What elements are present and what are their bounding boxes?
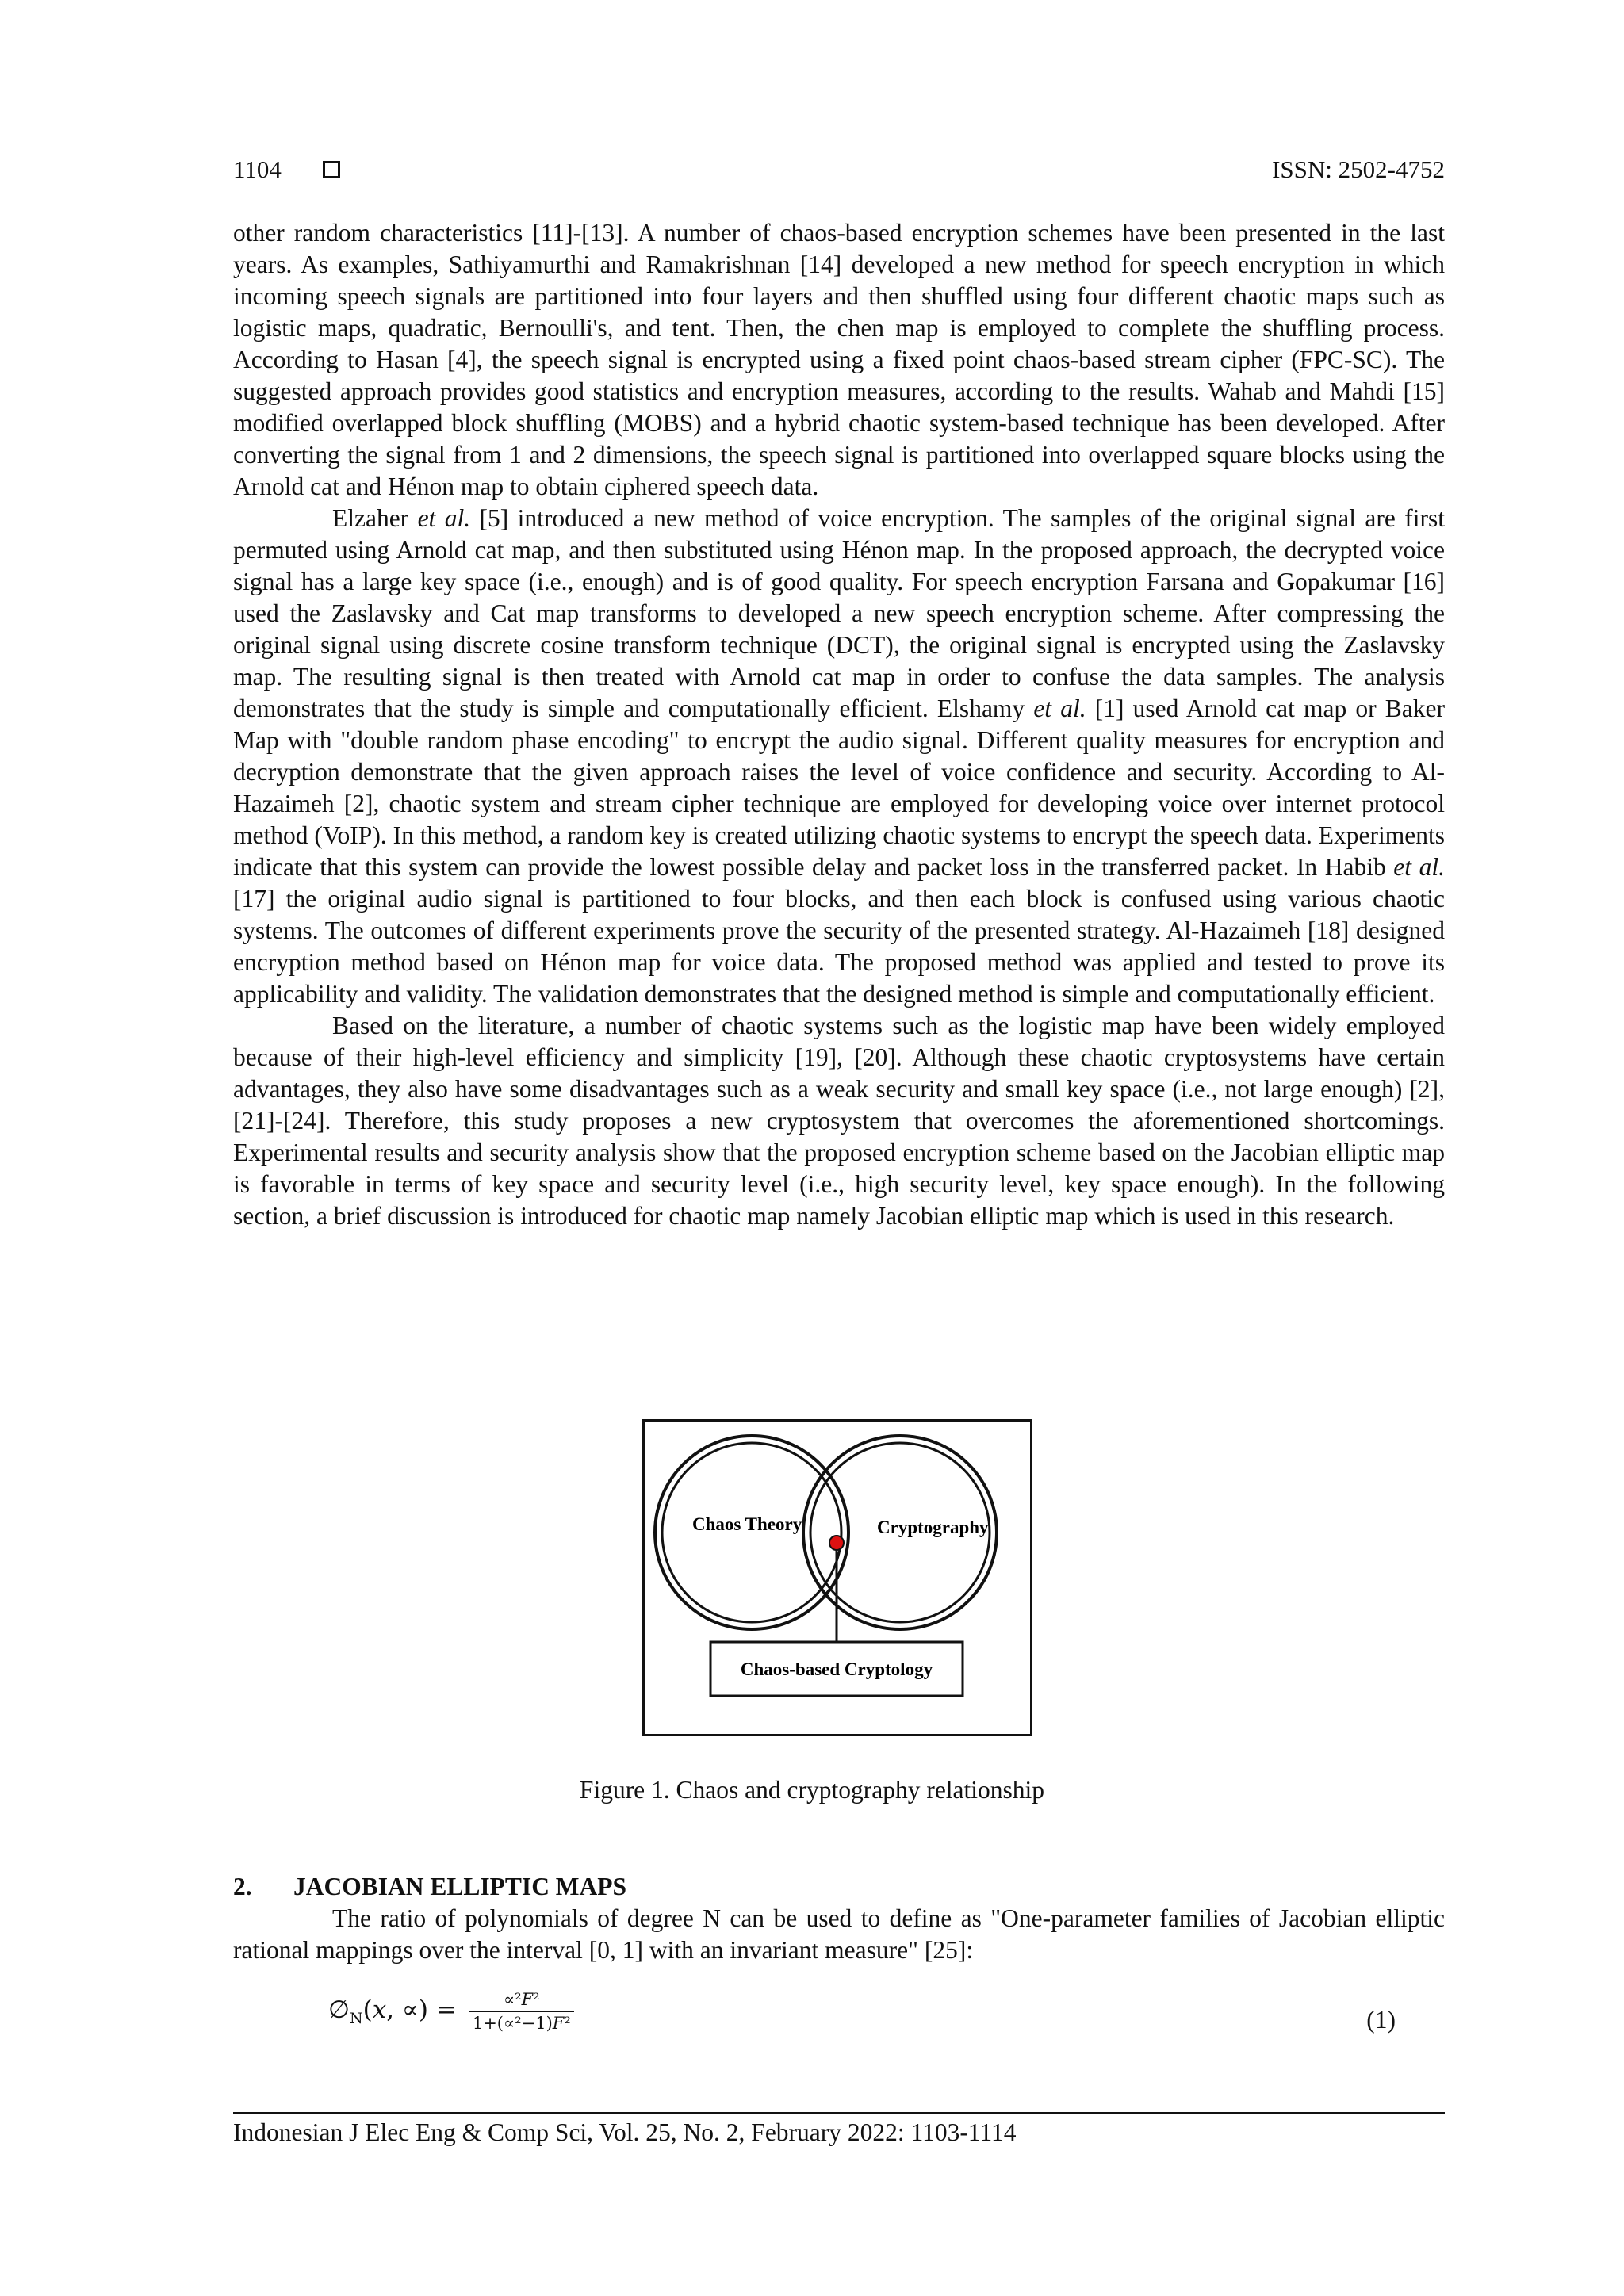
- square-bullet-icon: [323, 161, 340, 178]
- equation-number: (1): [1366, 2006, 1396, 2034]
- equation-fraction: [469, 1990, 574, 2033]
- paragraph-1: other random characteristics [11]-[13]. A number of chaos-based encryption schemes have been presented in the last years. As examples, Sathiyamurthi and Ramakrishnan [14] developed a new method for speech encryption in which incoming speech signals are partitioned into four layers and then shuffled using four different chaotic maps such as logistic maps, quadratic, Bernoulli's, and tent. Then, the chen map is employed to complete the shuffling process. According to Hasan [4], the speech signal is encrypted using a fixed point chaos-based stream cipher (FPC-SC). The suggested approach provides good statistics and encryption measures, according to the results. Wahab and Mahdi [15] modified overlapped block shuffling (MOBS) and a hybrid chaotic system-based technique has been developed. After converting the signal from 1 and 2 dimensions, the speech signal is partitioned into overlapped square blocks using the Arnold cat and Hénon map to obtain ciphered speech data.: [233, 219, 1445, 500]
- journal-footer: Indonesian J Elec Eng & Comp Sci, Vol. 25, No. 2, February 2022: 1103-1114: [233, 2118, 1017, 2146]
- issn-label: ISSN: 2502-4752: [1272, 155, 1445, 183]
- running-header-left: [233, 155, 340, 184]
- chaos-based-cryptology-label: Chaos-based Cryptology: [740, 1659, 933, 1679]
- page-number: 1104: [233, 155, 282, 183]
- section-number: 2.: [233, 1873, 252, 1900]
- intersection-dot: [829, 1536, 844, 1550]
- paragraph-2: Elzaher et al. [5] introduced a new method of voice encryption. The samples of the original signal are first permuted using Arnold cat map, and then substituted using Hénon map. In the proposed approach, the decrypted voice signal has a large key space (i.e., enough) and is of good quality. For speech encryption Farsana and Gopakumar [16] used the Zaslavsky and Cat map transforms to developed a new speech encryption scheme. After compressing the original signal using discrete cosine transform technique (DCT), the original signal is encrypted using the Zaslavsky map. The resulting signal is then treated with Arnold cat map in order to confuse the data samples. The analysis demonstrates that the study is simple and computationally efficient. Elshamy et al. [1] used Arnold cat map or Baker Map with "double random phase encoding" to encrypt the audio signal. Different quality measures for encryption and decryption demonstrate that the given approach raises the level of voice confidence and security. According to Al-Hazaimeh [2], chaotic system and stream cipher technique are employed for developing voice over internet protocol method (VoIP). In this method, a random key is created utilizing chaotic systems to encrypt the speech data. Experiments indicate that this system can provide the lowest possible delay and packet loss in the transferred packet. In Habib et al. [17] the original audio signal is partitioned to four blocks, and then each block is confused using various chaotic systems. The outcomes of different experiments prove the security of the presented strategy. Al-Hazaimeh [18] designed encryption method based on Hénon map for voice data. The proposed method was applied and tested to prove its applicability and validity. The validation demonstrates that the designed method is simple and computationally efficient.: [233, 504, 1445, 1008]
- section-paragraph: [233, 1903, 1445, 1966]
- footer-rule: [233, 2112, 1445, 2114]
- figure-caption: Figure 1. Chaos and cryptography relationship: [579, 1776, 1045, 1804]
- equation-denominator: 1+(∝²−1)𝐹²: [469, 2011, 574, 2033]
- equation-1: [328, 1990, 574, 2033]
- venn-diagram: [645, 1422, 1030, 1734]
- equation-numerator: ∝²𝐹²: [503, 1990, 540, 2009]
- section-title: JACOBIAN ELLIPTIC MAPS: [293, 1873, 627, 1900]
- equation-lhs: $\emptyset_N(𝑥$, ∝) =: [328, 1995, 457, 2028]
- section-heading: [233, 1873, 626, 1901]
- figure-1: [642, 1419, 1032, 1736]
- body-text: [233, 217, 1445, 1232]
- paragraph-3: Based on the literature, a number of chaotic systems such as the logistic map have been widely employed because of their high-level efficiency and simplicity [19], [20]. Although these chaotic cryptosystems have certain advantages, they also have some disadvantages such as a weak security and small key space (i.e., not large enough) [2], [21]-[24]. Therefore, this study proposes a new cryptosystem that overcomes the aforementioned shortcomings. Experimental results and security analysis show that the proposed encryption scheme based on the Jacobian elliptic map is favorable in terms of key space and security level (i.e., high security level, key space enough). In the following section, a brief discussion is introduced for chaotic map namely Jacobian elliptic map which is used in this research.: [233, 1012, 1445, 1230]
- chaos-theory-label: Chaos Theory: [692, 1514, 802, 1534]
- cryptography-label: Cryptography: [877, 1517, 989, 1537]
- section-text: The ratio of polynomials of degree N can be used to define as "One-parameter families of Jacobian elliptic rational mappings over the interval [0, 1] with an invariant measure" [25]:: [233, 1904, 1445, 1964]
